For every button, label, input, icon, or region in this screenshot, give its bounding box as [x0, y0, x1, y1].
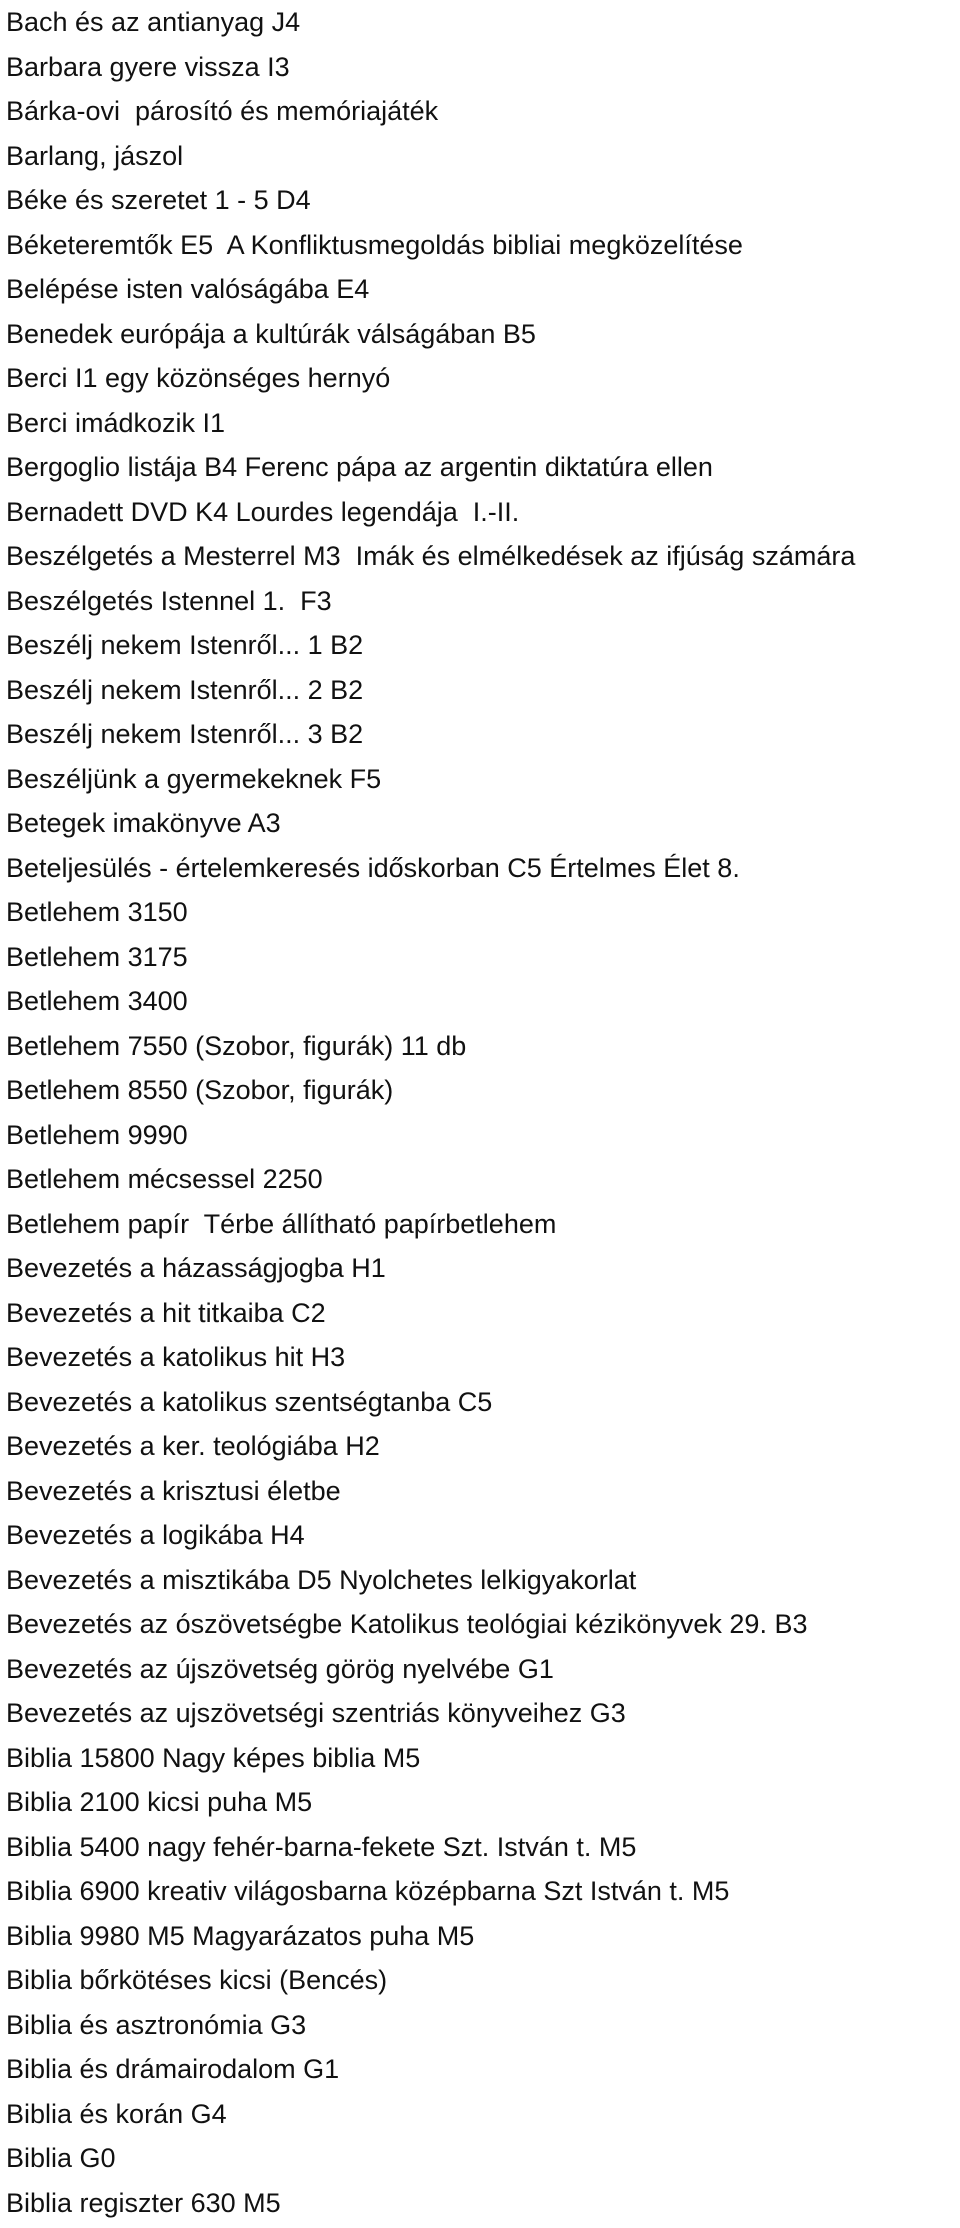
- list-item: Betlehem 7550 (Szobor, figurák) 11 db: [6, 1030, 467, 1061]
- list-item: Béke és szeretet 1 - 5 D4: [6, 185, 311, 215]
- list-item: Beteljesülés - értelemkeresés időskorban C5 Értelmes Élet 8.: [6, 852, 740, 883]
- list-item: Beszélj nekem Istenről... 2 B2: [6, 674, 364, 705]
- list-item: Bevezetés a krisztusi életbe: [6, 1475, 341, 1506]
- list-item: Biblia 9980 M5 Magyarázatos puha M5: [6, 1920, 475, 1951]
- list-item: Beszéljünk a gyermekeknek F5: [6, 763, 382, 794]
- list-item: Bevezetés az ujszövetségi szentriás könyveihez G3: [6, 1698, 626, 1728]
- list-item: Betlehem mécsessel 2250: [6, 1164, 323, 1194]
- list-item: Biblia 2100 kicsi puha M5: [6, 1787, 313, 1817]
- list-item: Beszélgetés Istennel 1. F3: [6, 585, 332, 616]
- list-item: Betlehem 8550 (Szobor, figurák): [6, 1075, 394, 1105]
- list-item: Biblia 6900 kreativ világosbarna középbarna Szt István t. M5: [6, 1876, 730, 1906]
- list-item: Betlehem papír Térbe állítható papírbetlehem: [6, 1208, 557, 1239]
- list-item: Beszélj nekem Istenről... 3 B2: [6, 719, 364, 749]
- list-item: Beszélgetés a Mesterrel M3 Imák és elmélkedések az ifjúság számára: [6, 541, 856, 571]
- list-item: Biblia 15800 Nagy képes biblia M5: [6, 1742, 421, 1773]
- list-item: Biblia 5400 nagy fehér-barna-fekete Szt. István t. M5: [6, 1831, 637, 1862]
- list-item: Béketeremtők E5 A Konfliktusmegoldás bibliai megközelítése: [6, 229, 743, 260]
- list-item: Betlehem 3400: [6, 986, 188, 1016]
- list-item: Bevezetés a hit titkaiba C2: [6, 1297, 326, 1328]
- list-item: Barlang, jászol: [6, 140, 184, 171]
- list-item: Barbara gyere vissza I3: [6, 51, 290, 82]
- list-item: Belépése isten valóságába E4: [6, 274, 370, 304]
- list-item: Bach és az antianyag J4: [6, 7, 301, 37]
- list-item: Bárka-ovi párosító és memóriajáték: [6, 96, 439, 126]
- list-item: Bevezetés a logikába H4: [6, 1520, 305, 1550]
- list-item: Bergoglio listája B4 Ferenc pápa az argentin diktatúra ellen: [6, 452, 713, 482]
- list-item: Berci imádkozik I1: [6, 407, 226, 438]
- list-item: Bevezetés a misztikába D5 Nyolchetes lelkigyakorlat: [6, 1564, 637, 1595]
- list-item: Betlehem 9990: [6, 1119, 188, 1150]
- list-item: Betlehem 3175: [6, 941, 188, 972]
- list-item: Bevezetés a katolikus hit H3: [6, 1342, 346, 1372]
- list-item: Betlehem 3150: [6, 897, 188, 927]
- list-item: Beszélj nekem Istenről... 1 B2: [6, 630, 364, 660]
- list-item: Betegek imakönyve A3: [6, 808, 281, 838]
- list-item: Biblia és asztronómia G3: [6, 2009, 307, 2040]
- document-list: [6, 0, 956, 2225]
- list-item: Berci I1 egy közönséges hernyó: [6, 363, 391, 393]
- list-item: Biblia G0: [6, 2143, 116, 2173]
- list-item: Bevezetés a házasságjogba H1: [6, 1253, 386, 1283]
- list-item: Biblia bőrkötéses kicsi (Bencés): [6, 1965, 388, 1995]
- list-item: Benedek európája a kultúrák válságában B5: [6, 318, 536, 349]
- list-item: Bevezetés az újszövetség görög nyelvébe G1: [6, 1653, 554, 1684]
- list-item: Bevezetés a katolikus szentségtanba C5: [6, 1386, 493, 1417]
- list-item: Bevezetés a ker. teológiába H2: [6, 1431, 380, 1461]
- list-item: Biblia regiszter 630 M5: [6, 2187, 281, 2218]
- list-item: Bernadett DVD K4 Lourdes legendája I.-II.: [6, 496, 520, 527]
- list-item: Biblia és korán G4: [6, 2098, 227, 2129]
- list-item: Bevezetés az ószövetségbe Katolikus teológiai kézikönyvek 29. B3: [6, 1609, 808, 1639]
- list-item: Biblia és drámairodalom G1: [6, 2054, 340, 2084]
